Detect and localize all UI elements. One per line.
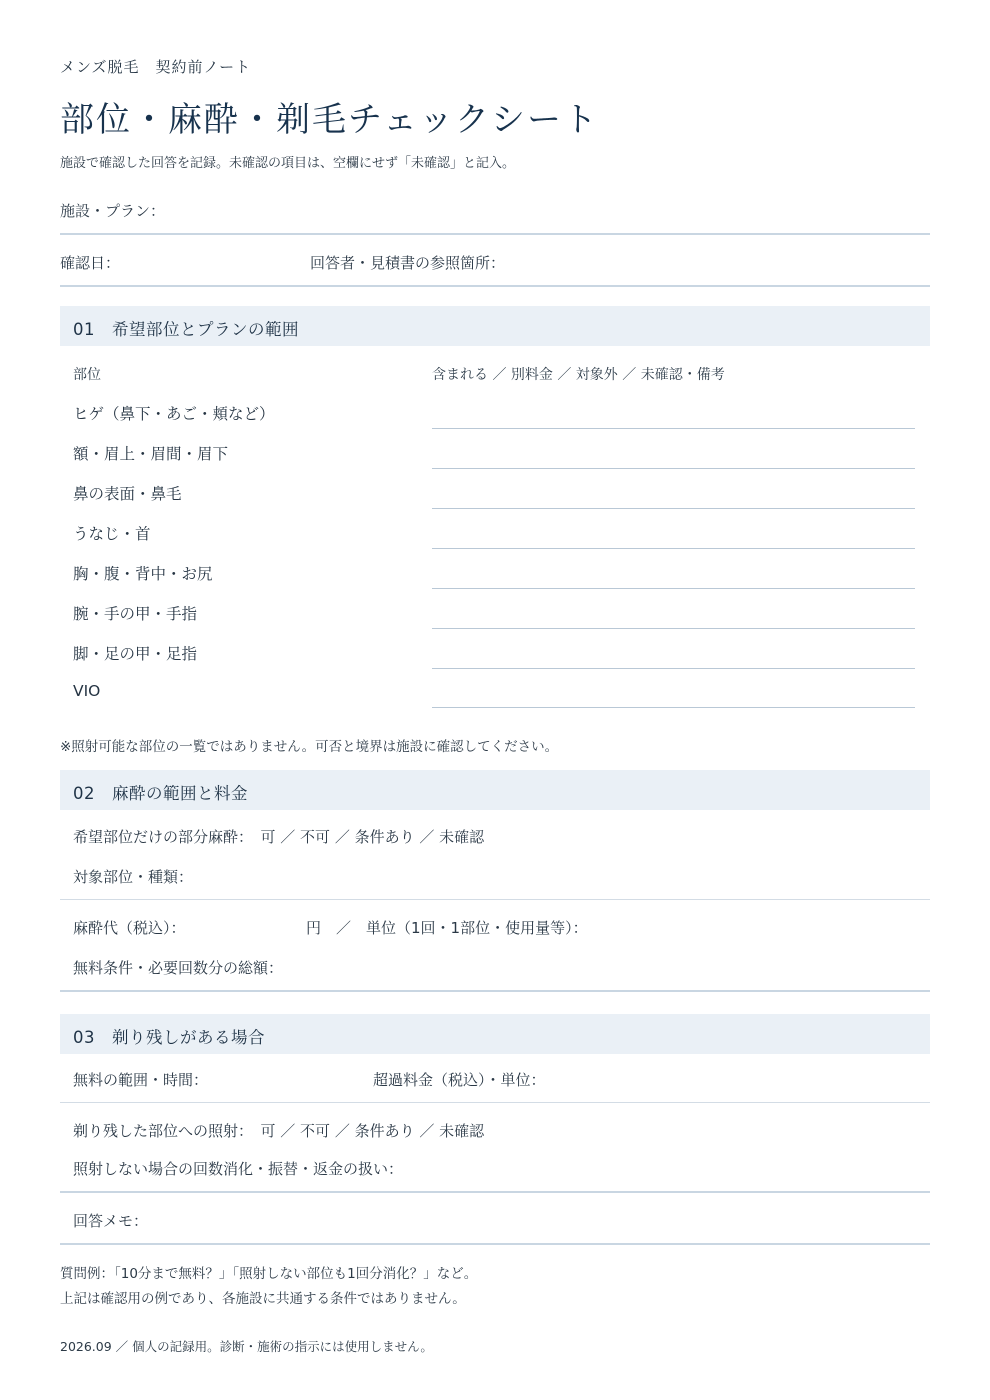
divider bbox=[60, 233, 930, 235]
col-head-part: 部位 bbox=[73, 367, 101, 383]
unit-label: 円 ／ 単位（1回・1部位・使用量等）： bbox=[306, 919, 588, 937]
free-range-input[interactable] bbox=[225, 1065, 365, 1091]
example-questions: 質問例：「10分まで無料？」「照射しない部位も1回分消化？」など。 bbox=[60, 1266, 478, 1282]
divider bbox=[60, 285, 930, 287]
section-02-header bbox=[60, 770, 930, 810]
facility-plan-label: 施設・プラン： bbox=[60, 202, 166, 220]
no-irradiation-label: 照射しない場合の回数消化・振替・返金の扱い： bbox=[73, 1160, 404, 1178]
reirradiation-options[interactable]: 可 ／ 不可 ／ 条件あり ／ 未確認 bbox=[260, 1122, 485, 1140]
section-01-note: ※照射可能な部位の一覧ではありません。可否と境界は施設に確認してください。 bbox=[60, 739, 559, 755]
divider bbox=[60, 1102, 930, 1103]
respondent-label: 回答者・見積書の参照箇所： bbox=[310, 254, 506, 272]
partial-anesthesia-options[interactable]: 可 ／ 不可 ／ 条件あり ／ 未確認 bbox=[260, 828, 485, 846]
example-disclaimer: 上記は確認用の例であり、各施設に共通する条件ではありません。 bbox=[60, 1291, 466, 1307]
overtime-fee-input[interactable] bbox=[575, 1065, 920, 1091]
part-answer-line[interactable] bbox=[432, 668, 915, 669]
part-row-label: うなじ・首 bbox=[73, 525, 151, 543]
page-subtitle: 施設で確認した回答を記録。未確認の項目は、空欄にせず「未確認」と記入。 bbox=[60, 156, 516, 171]
part-answer-line[interactable] bbox=[432, 707, 915, 708]
part-answer-line[interactable] bbox=[432, 628, 915, 629]
part-row-label: 額・眉上・眉間・眉下 bbox=[73, 445, 229, 463]
part-answer-line[interactable] bbox=[432, 508, 915, 509]
part-row-label: 胸・腹・背中・お尻 bbox=[73, 565, 213, 583]
part-answer-line[interactable] bbox=[432, 548, 915, 549]
section-01-title: 01 希望部位とプランの範囲 bbox=[73, 320, 299, 339]
free-condition-input[interactable] bbox=[310, 953, 920, 979]
section-03-title: 03 剃り残しがある場合 bbox=[73, 1028, 265, 1047]
answer-memo-input[interactable] bbox=[160, 1206, 920, 1232]
divider bbox=[60, 1191, 930, 1193]
section-02-title: 02 麻酔の範囲と料金 bbox=[73, 784, 248, 803]
partial-anesthesia-question bbox=[73, 826, 484, 847]
target-type-input[interactable] bbox=[210, 862, 920, 888]
free-condition-label: 無料条件・必要回数分の総額： bbox=[73, 959, 284, 977]
divider bbox=[60, 1243, 930, 1245]
divider bbox=[60, 899, 930, 900]
reirradiation-label: 剃り残した部位への照射： bbox=[73, 1122, 261, 1140]
unit-input[interactable] bbox=[610, 913, 920, 939]
part-row-label: 脚・足の甲・足指 bbox=[73, 645, 198, 663]
part-answer-line[interactable] bbox=[432, 468, 915, 469]
footer: 2026.09 ／ 個人の記録用。診断・施術の指示には使用しません。 bbox=[60, 1339, 433, 1354]
part-row-label: VIO bbox=[73, 682, 101, 700]
reirradiation-question bbox=[73, 1120, 484, 1141]
answer-memo-label: 回答メモ： bbox=[73, 1212, 149, 1230]
col-head-status: 含まれる ／ 別料金 ／ 対象外 ／ 未確認・備考 bbox=[432, 367, 725, 383]
anesthesia-fee-label: 麻酔代（税込）： bbox=[73, 919, 186, 937]
facility-plan-input[interactable] bbox=[180, 196, 920, 224]
check-date-input[interactable] bbox=[130, 248, 300, 276]
part-row-label: ヒゲ（鼻下・あご・頬など） bbox=[73, 405, 275, 423]
part-row-label: 鼻の表面・鼻毛 bbox=[73, 485, 182, 503]
doc-kicker: メンズ脱毛 契約前ノート bbox=[60, 58, 252, 76]
part-answer-line[interactable] bbox=[432, 588, 915, 589]
no-irradiation-input[interactable] bbox=[440, 1154, 920, 1180]
respondent-input[interactable] bbox=[530, 248, 920, 276]
check-date-label: 確認日： bbox=[60, 254, 121, 272]
target-type-label: 対象部位・種類： bbox=[73, 868, 194, 886]
free-range-label: 無料の範囲・時間： bbox=[73, 1071, 209, 1089]
overtime-fee-label: 超過料金（税込）・単位： bbox=[373, 1071, 546, 1089]
page-title: 部位・麻酔・剃毛チェックシート bbox=[60, 100, 599, 140]
section-03-header bbox=[60, 1014, 930, 1054]
part-answer-line[interactable] bbox=[432, 428, 915, 429]
partial-anesthesia-label: 希望部位だけの部分麻酔： bbox=[73, 828, 261, 846]
divider bbox=[60, 990, 930, 992]
anesthesia-fee-input[interactable] bbox=[210, 913, 300, 939]
part-row-label: 腕・手の甲・手指 bbox=[73, 605, 198, 623]
section-01-header bbox=[60, 306, 930, 346]
